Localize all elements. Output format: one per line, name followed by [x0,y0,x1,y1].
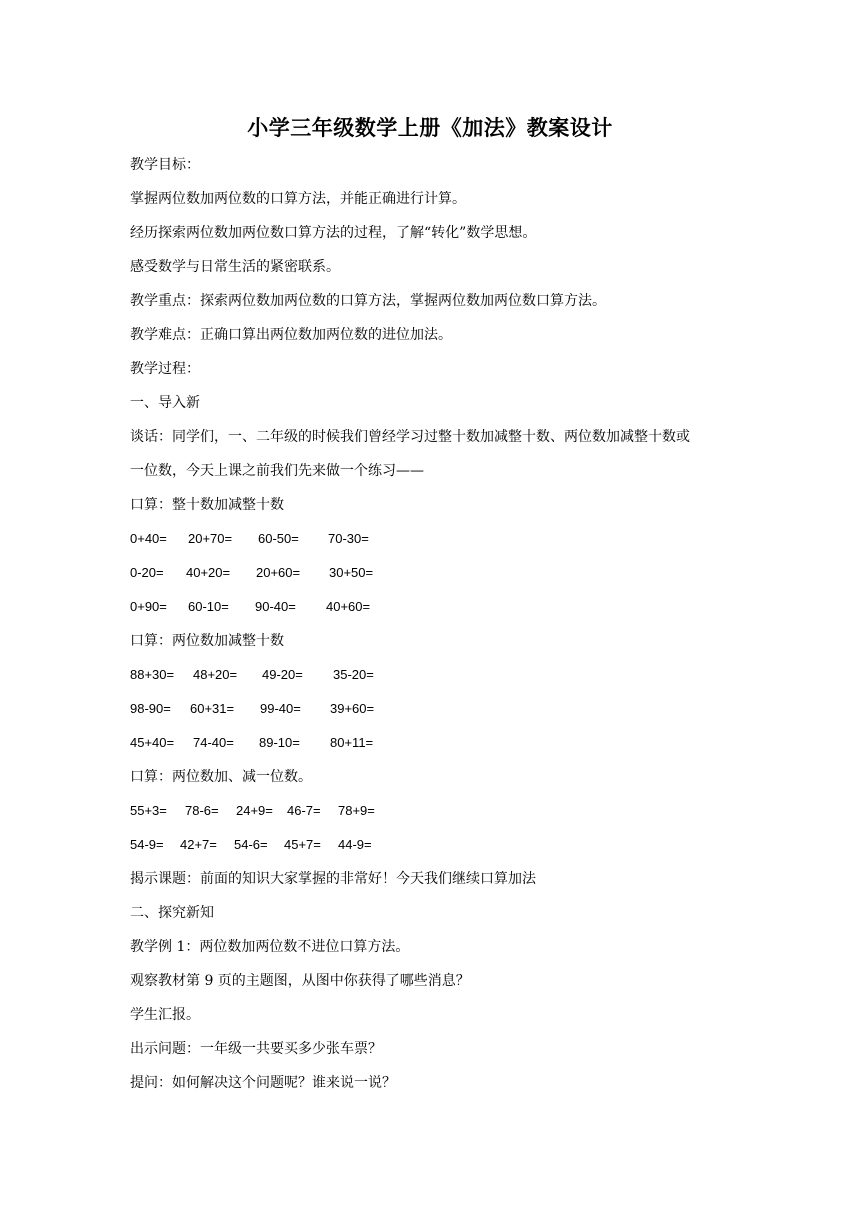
exercise-item: 40+20= [186,565,231,580]
exercise-item: 55+3= [130,803,167,818]
oral-heading: 口算：两位数加减整十数 [130,633,284,649]
exercise-item: 45+7= [284,837,321,852]
exercise-row [130,529,369,549]
oral-heading: 口算：两位数加、减一位数。 [130,769,312,785]
exercise-item: 78+9= [338,803,375,818]
exercise-item: 74-40= [193,735,234,750]
exercise-row [130,665,374,685]
reveal-topic: 揭示课题：前面的知识大家掌握的非常好！今天我们继续口算加法 [130,871,536,887]
exercise-row [130,563,373,583]
exercise-row [130,597,370,617]
process-heading: 教学过程： [130,361,200,377]
exercise-item: 20+70= [188,531,233,546]
exercise-row [130,733,373,753]
exercise-item: 54-6= [234,837,268,852]
exercise-row [130,699,374,719]
paragraph-line: 学生汇报。 [130,1007,200,1023]
exercise-item: 39+60= [330,701,375,716]
exercise-item: 60-50= [258,531,299,546]
oral-heading: 口算：整十数加减整十数 [130,497,284,513]
document-title: 小学三年级数学上册《加法》教案设计 [247,116,613,140]
exercise-item: 44-9= [338,837,372,852]
goals-heading: 教学目标： [130,157,200,173]
paragraph-line: 提问：如何解决这个问题呢？谁来说一说？ [130,1075,396,1091]
difficulty: 教学难点：正确口算出两位数加两位数的进位加法。 [130,327,452,343]
exercise-row [130,801,375,821]
exercise-item: 60-10= [188,599,229,614]
paragraph-line: 谈话：同学们，一、二年级的时候我们曾经学习过整十数加减整十数、两位数加减整十数或 [130,429,690,445]
exercise-item: 48+20= [193,667,238,682]
exercise-item: 70-30= [328,531,369,546]
goal-item: 经历探索两位数加两位数口算方法的过程，了解“转化”数学思想。 [130,225,537,241]
exercise-item: 35-20= [333,667,374,682]
key-point: 教学重点：探索两位数加两位数的口算方法，掌握两位数加两位数口算方法。 [130,293,606,309]
exercise-item: 20+60= [256,565,301,580]
exercise-item: 42+7= [180,837,217,852]
exercise-item: 45+40= [130,735,175,750]
exercise-item: 89-10= [259,735,300,750]
exercise-item: 99-40= [260,701,301,716]
exercise-item: 78-6= [185,803,219,818]
exercise-row [130,835,372,855]
paragraph-line: 出示问题：一年级一共要买多少张车票？ [130,1041,382,1057]
exercise-item: 0+90= [130,599,167,614]
paragraph-line: 观察教材第 9 页的主题图，从图中你获得了哪些消息？ [130,973,470,989]
goal-item: 感受数学与日常生活的紧密联系。 [130,259,340,275]
exercise-item: 0+40= [130,531,167,546]
exercise-item: 60+31= [190,701,235,716]
section-heading: 二、探究新知 [130,905,214,921]
exercise-item: 80+11= [330,735,374,750]
exercise-item: 88+30= [130,667,175,682]
example-heading: 教学例 1：两位数加两位数不进位口算方法。 [130,939,410,955]
exercise-item: 40+60= [326,599,371,614]
exercise-item: 30+50= [329,565,374,580]
exercise-item: 98-90= [130,701,171,716]
exercise-item: 24+9= [236,803,273,818]
exercise-item: 90-40= [255,599,296,614]
exercise-item: 0-20= [130,565,164,580]
exercise-item: 49-20= [262,667,303,682]
section-heading: 一、导入新 [130,395,200,411]
paragraph-line: 一位数，今天上课之前我们先来做一个练习—— [130,463,424,479]
goal-item: 掌握两位数加两位数的口算方法，并能正确进行计算。 [130,191,466,207]
exercise-item: 54-9= [130,837,164,852]
exercise-item: 46-7= [287,803,321,818]
